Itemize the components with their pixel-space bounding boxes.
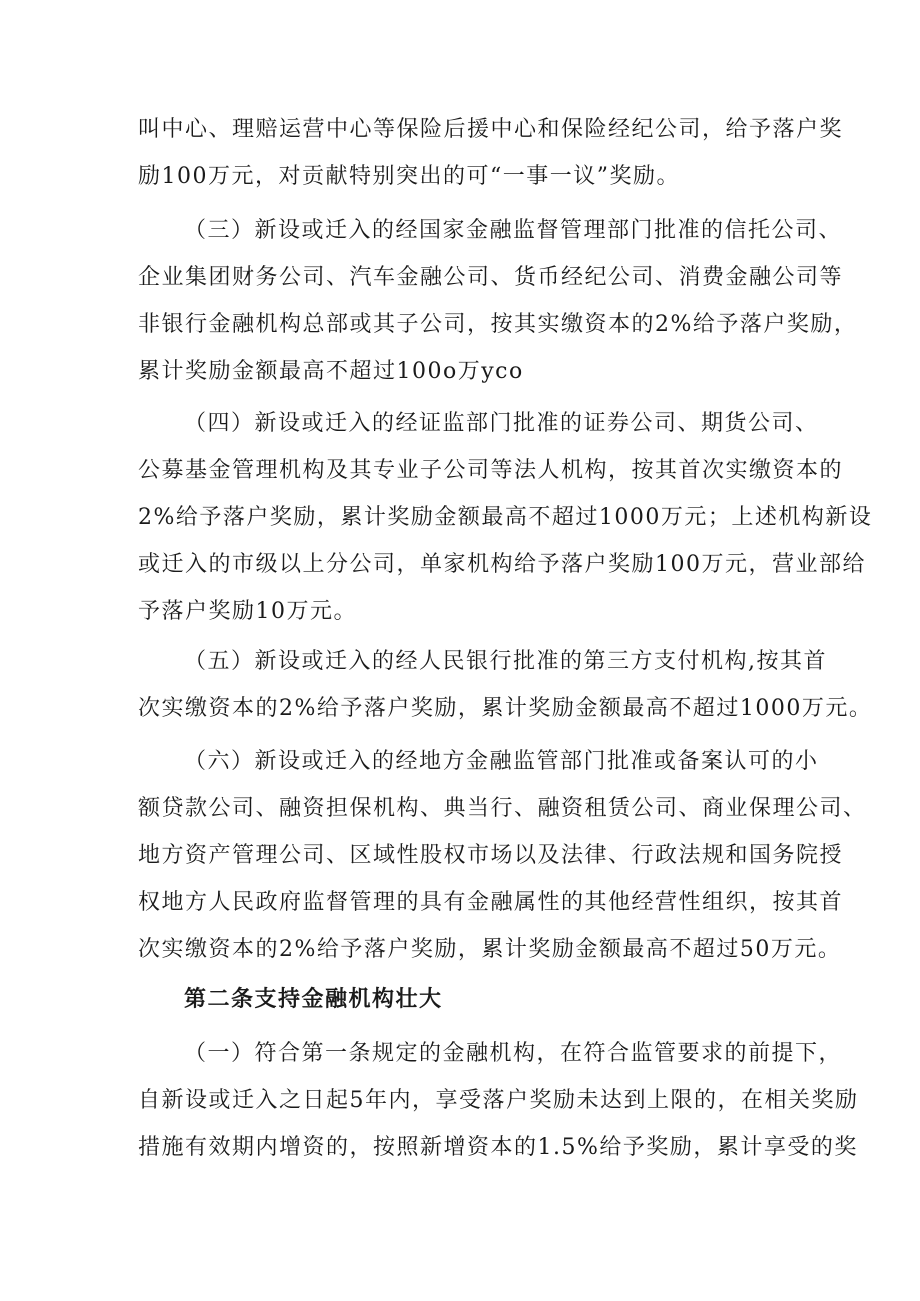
text-line: （四）新设或迁入的经证监部门批准的证券公司、期货公司、: [184, 411, 819, 436]
text-line: （五）新设或迁入的经人民银行批准的第三方支付机构,按其首: [184, 649, 827, 674]
paragraph-item-5: [138, 638, 873, 732]
text-line: 次实缴资本的2%给予落户奖励，累计奖励金额最高不超过50万元。: [138, 937, 842, 962]
text-line: 自新设或迁入之日起5年内，享受落户奖励未达到上限的，在相关奖励: [138, 1088, 859, 1113]
heading-text: 第二条支持金融机构壮大: [184, 986, 443, 1012]
text-line: 权地方人民政府监督管理的具有金融属性的其他经营性组织，按其首: [138, 890, 844, 915]
paragraph-continuation: [138, 106, 844, 200]
text-line: （一）符合第一条规定的金融机构，在符合监管要求的前提下，: [184, 1041, 843, 1066]
text-line: 励100万元，对贡献特别突出的可“一事一议”奖励。: [138, 164, 680, 189]
paragraph-2-item-1: [138, 1030, 859, 1171]
text-line: 企业集团财务公司、汽车金融公司、货币经纪公司、消费金融公司等: [138, 265, 844, 290]
section-heading: [138, 976, 798, 1023]
text-line: （六）新设或迁入的经地方金融监管部门批准或备案认可的小: [184, 749, 819, 774]
paragraph-item-3: [138, 207, 858, 395]
text-line: （三）新设或迁入的经国家金融监督管理部门批准的信托公司、: [184, 218, 843, 243]
text-line: 叫中心、理赔运营中心等保险后援中心和保险经纪公司，给予落户奖: [138, 117, 844, 142]
paragraph-item-4: [138, 400, 873, 635]
text-line: 非银行金融机构总部或其子公司，按其实缴资本的2%给予落户奖励，: [138, 312, 858, 337]
text-line: 或迁入的市级以上分公司，单家机构给予落户奖励100万元，营业部给: [138, 552, 866, 577]
text-line: 次实缴资本的2%给予落户奖励，累计奖励金额最高不超过1000万元。: [138, 696, 873, 721]
text-line: 2%给予落户奖励，累计奖励金额最高不超过1000万元；上述机构新设: [138, 505, 873, 530]
text-line: 公募基金管理机构及其专业子公司等法人机构，按其首次实缴资本的: [138, 458, 844, 483]
text-line: 累计奖励金额最高不超过100o万yco: [138, 359, 524, 384]
text-line: 额贷款公司、融资担保机构、典当行、融资租赁公司、商业保理公司、: [138, 796, 867, 821]
text-line: 予落户奖励10万元。: [138, 599, 357, 624]
text-line: 措施有效期内增资的，按照新增资本的1.5%给予奖励，累计享受的奖: [138, 1135, 858, 1160]
paragraph-item-6: [138, 738, 867, 973]
text-line: 地方资产管理公司、区域性股权市场以及法律、行政法规和国务院授: [138, 843, 844, 868]
